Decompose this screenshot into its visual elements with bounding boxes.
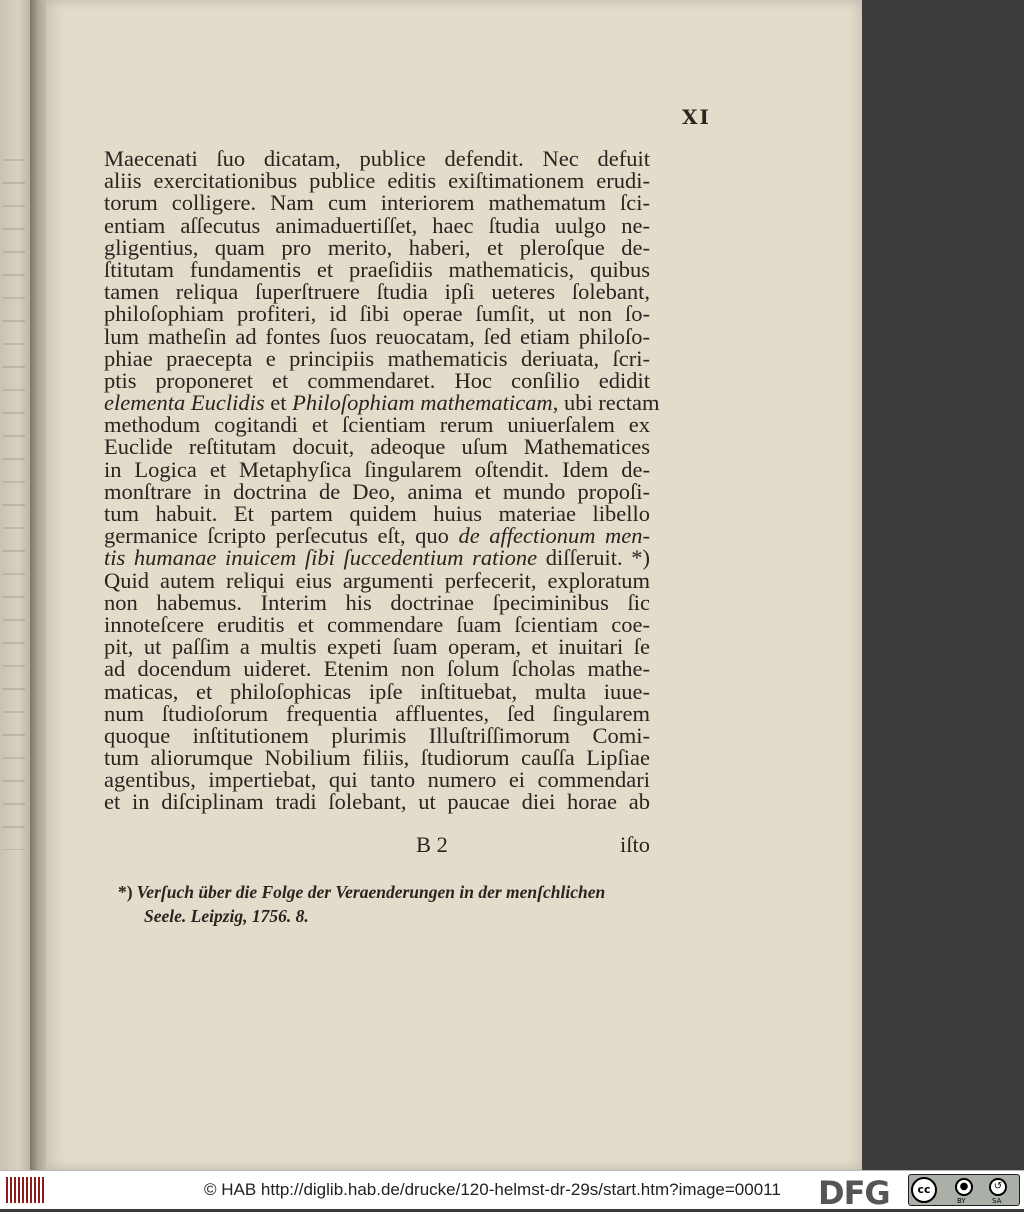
page-foot-row <box>104 832 650 856</box>
text-line <box>104 525 650 547</box>
by-label: BY <box>957 1197 966 1205</box>
text-segment: entiam aſſecutus animaduertiſſet, haec ſtudia uulgo ne- <box>104 212 650 238</box>
text-segment: ſtitutam fundamentis et praeſidiis mathematicis, quibus <box>104 256 650 282</box>
text-segment: Quid autem reliqui eius argumenti perfecerit, exploratum <box>104 567 650 593</box>
page-number: XI <box>682 105 711 129</box>
text-line <box>104 791 650 813</box>
text-segment: philoſophiam profiteri, id ſibi operae ſumſit, ut non ſo- <box>104 301 650 327</box>
text-line <box>104 192 650 214</box>
text-segment: germanice ſcripto perſecutus eſt, quo <box>104 523 459 549</box>
text-line <box>104 256 650 282</box>
hab-logo-icon <box>6 1177 48 1203</box>
footnote-marker: *) <box>118 882 133 902</box>
text-line <box>104 390 660 416</box>
dfg-logo: DFG <box>818 1174 890 1212</box>
text-line <box>104 700 650 726</box>
text-segment: monſtrare in doctrina de Deo, anima et mundo propoſi- <box>104 478 650 504</box>
text-line <box>104 589 650 615</box>
source-link[interactable]: © HAB http://diglib.hab.de/drucke/120-helmst-dr-29s/start.htm?image=00011 <box>204 1180 781 1199</box>
previous-page-edge <box>0 0 30 1170</box>
text-line <box>104 678 650 704</box>
text-segment: in Logica et Metaphyſica ſingularem oſtendit. Idem de- <box>104 456 650 482</box>
text-line <box>104 234 650 260</box>
footnote-line <box>118 880 678 904</box>
text-segment: innoteſcere eruditis et commendare ſuam ſcientiam coe- <box>104 611 650 637</box>
text-line <box>104 414 650 436</box>
text-segment: agentibus, impertiebat, qui tanto numero ei commendari <box>104 767 650 793</box>
text-segment: maticas, et philoſophicas ipſe inſtituebat, multa iuue- <box>104 678 650 704</box>
italic-title: de affectionum men- <box>458 523 650 549</box>
text-segment: phiae praecepta e principiis mathematicis deriuata, ſcri- <box>104 345 650 371</box>
text-segment: methodum cogitandi et ſcientiam rerum uniuerſalem ex <box>104 412 650 438</box>
text-line <box>104 636 650 658</box>
text-line <box>104 367 650 393</box>
text-segment: diſſeruit. *) <box>537 545 650 571</box>
attribution-icon: ● <box>955 1178 973 1196</box>
body-text <box>104 146 660 815</box>
text-line <box>104 148 650 170</box>
signature-mark: B 2 <box>416 832 448 857</box>
text-line <box>104 281 650 303</box>
text-line <box>104 303 650 325</box>
text-segment: ad docendum uideret. Etenim non ſolum ſcholas mathe- <box>104 656 650 682</box>
text-line <box>104 345 650 371</box>
cc-icon: cc <box>911 1177 937 1203</box>
text-segment: et <box>264 390 293 416</box>
text-segment: quoque inſtitutionem plurimis Illuſtriſſimorum Comi- <box>104 722 650 748</box>
footnote-line <box>118 904 678 928</box>
text-segment: ptis proponeret et commendaret. Hoc conſilio edidit <box>104 367 650 393</box>
text-line <box>104 478 650 504</box>
text-line <box>104 658 650 680</box>
footnote-text-1: Verſuch über die Folge der Veraenderungen in der menſchlichen <box>136 882 606 902</box>
text-line <box>104 503 650 525</box>
text-segment: tum aliorumque Nobilium filiis, ſtudiorum cauſſa Lipſiae <box>104 745 650 771</box>
text-segment: Maecenati ſuo dicatam, publice defendit. Nec defuit <box>104 146 650 171</box>
text-line <box>104 567 650 593</box>
cc-license-badge[interactable] <box>908 1174 1020 1206</box>
text-line <box>104 769 650 791</box>
text-line <box>104 747 650 769</box>
text-line <box>104 722 650 748</box>
italic-title: elementa Euclidis <box>104 390 265 416</box>
footnote-text-2: Seele. Leipzig, 1756. 8. <box>144 906 309 926</box>
text-segment: aliis exercitationibus publice editis exiſtimationem erudi- <box>104 168 650 194</box>
italic-title: tis humanae inuicem ſibi ſuccedentium ratione <box>104 545 538 571</box>
text-segment: tum habuit. Et partem quidem huius materiae libello <box>104 501 650 526</box>
share-alike-icon: ↺ <box>989 1178 1007 1196</box>
text-line <box>104 170 650 192</box>
book-page <box>46 0 862 1170</box>
text-segment: torum colligere. Nam cum interiorem mathematum ſci- <box>104 190 650 216</box>
text-line <box>104 611 650 637</box>
sa-label: SA <box>992 1197 1002 1205</box>
text-segment: tamen reliqua ſuperſtruere ſtudia ipſi ueteres ſolebant, <box>104 279 650 305</box>
text-line <box>104 323 650 349</box>
viewer-background <box>862 0 1024 1170</box>
italic-title: Philoſophiam mathematicam <box>292 390 553 416</box>
footnote <box>118 880 678 928</box>
text-segment: et in diſciplinam tradi ſolebant, ut paucae diei horae ab <box>104 789 650 815</box>
text-segment: Euclide reſtitutam docuit, adeoque uſum Mathematices <box>104 434 650 460</box>
text-segment: gligentius, quam pro merito, haberi, et pleroſque de- <box>104 234 650 260</box>
text-segment: pit, ut paſſim a multis expeti ſuam operam, et inuitari ſe <box>104 634 650 660</box>
text-segment: , ubi rectam <box>552 390 660 416</box>
text-line <box>104 436 650 458</box>
catchword: iſto <box>619 832 650 857</box>
text-segment: non habemus. Interim his doctrinae ſpeciminibus ſic <box>104 589 650 615</box>
text-line <box>104 456 650 482</box>
text-segment: lum matheſin ad fontes ſuos reuocatam, ſed etiam philoſo- <box>104 323 650 349</box>
footer-bar <box>0 1170 1024 1212</box>
text-line <box>104 547 650 569</box>
text-segment: num ſtudioſorum frequentia affluentes, ſed ſingularem <box>104 700 650 726</box>
text-line <box>104 212 650 238</box>
